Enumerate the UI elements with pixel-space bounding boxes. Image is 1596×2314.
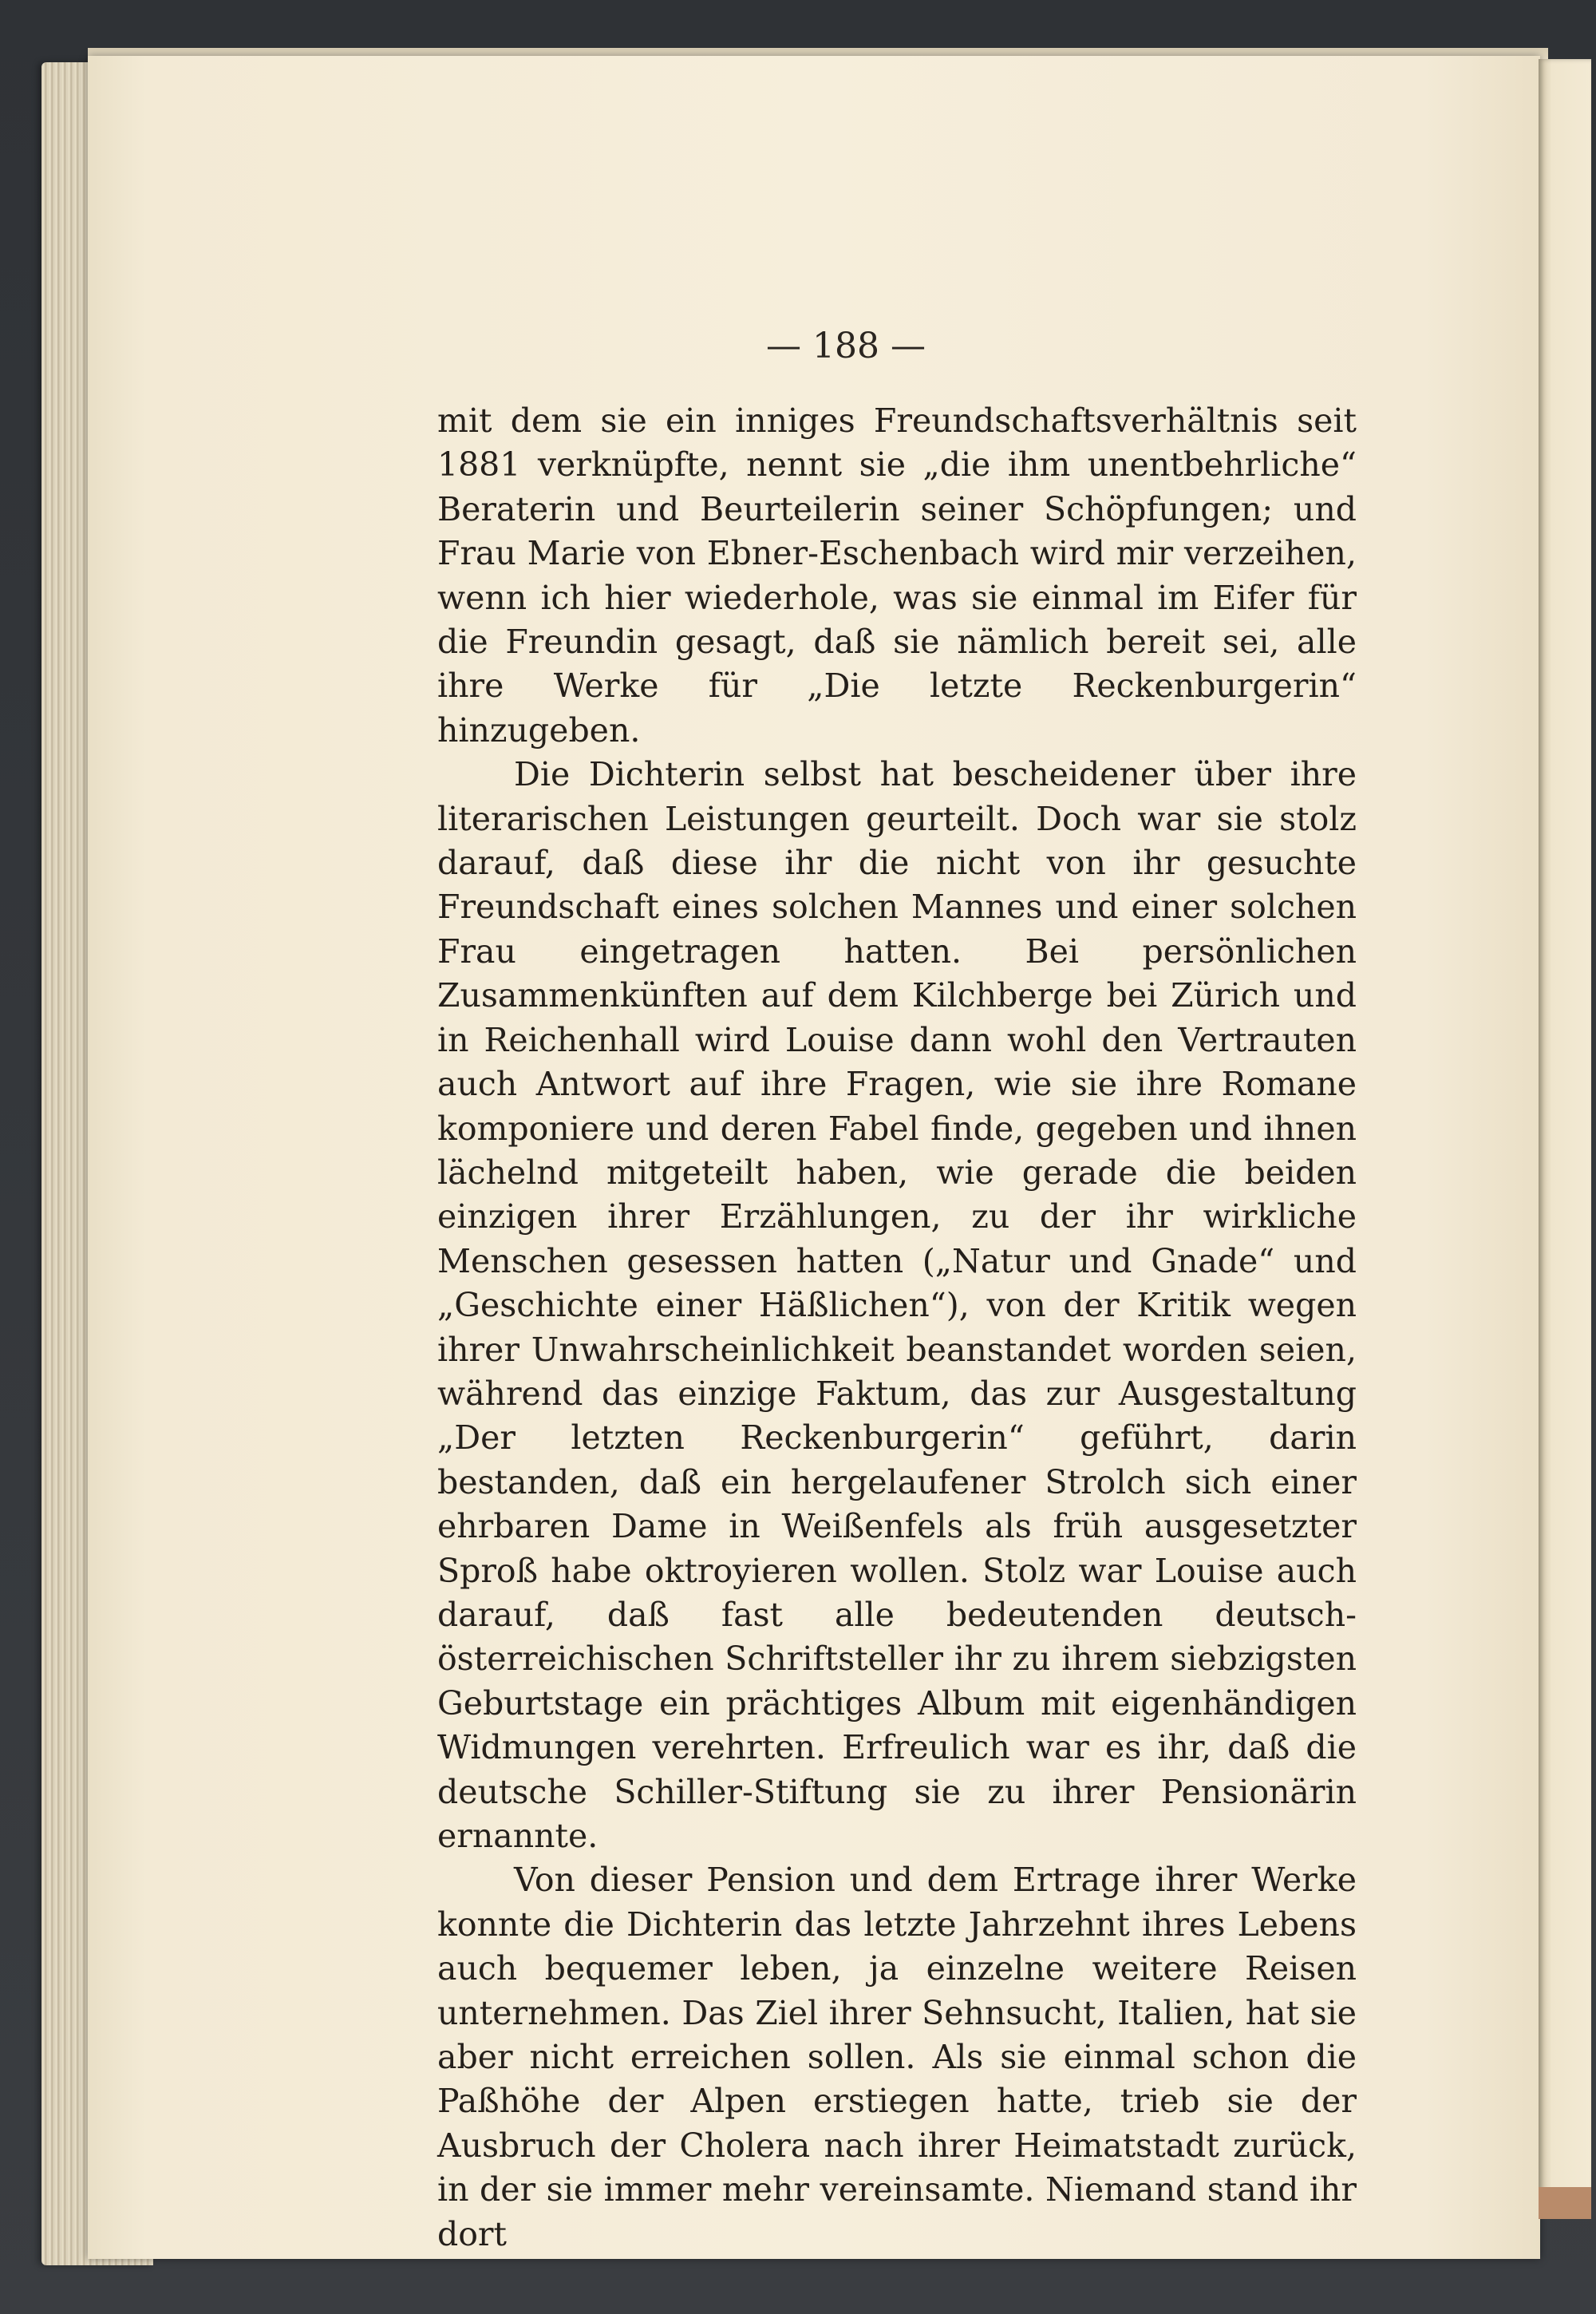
paragraph-3: Von dieser Pension und dem Ertrage ihrer Werke konnte die Dichterin das letzte Jahrzehnt ihres Lebens auch bequemer leben, ja einzelne weitere Reisen unternehmen. Das Ziel ihrer Sehnsucht, Italien, hat sie aber nicht erreichen sollen. Als sie einmal schon die Paßhöhe der Alpen erstiegen hatte, trieb sie der Ausbruch der Cholera nach ihrer Heimatstadt zurück, in der sie immer mehr vereinsamte. Niemand stand ihr dort — [437, 1861, 1357, 2253]
paragraph-1: mit dem sie ein inniges Freundschaftsverhältnis seit 1881 verknüpfte, nennt sie „die ihm unentbehrliche“ Beraterin und Beurteilerin seiner Schöpfungen; und Frau Marie von Ebner-Eschenbach wird mir verzeihen, wenn ich hier wiederhole, was sie einmal im Eifer für die Freundin gesagt, daß sie nämlich bereit sei, alle ihre Werke für „Die letzte Reckenburgerin“ hinzugeben. — [437, 401, 1357, 750]
page-number: — 188 — — [766, 326, 926, 366]
paragraph-2: Die Dichterin selbst hat bescheidener über ihre literarischen Leistungen geurteilt. Doch war sie stolz darauf, daß diese ihr die nicht von ihr gesuchte Freundschaft eines solchen Mannes und einer solchen Frau eingetragen hatten. Bei persönlichen Zusammenkünften auf dem Kilchberge bei Zürich und in Reichenhall wird Louise dann wohl den Vertrauten auch Antwort auf ihre Fragen, wie sie ihre Romane komponiere und deren Fabel finde, gegeben und ihnen lächelnd mitgeteilt haben, wie gerade die beiden einzigen ihrer Erzählungen, zu der ihr wirkliche Menschen gesessen hatten („Natur und Gnade“ und „Geschichte einer Häßlichen“), von der Kritik wegen ihrer Unwahrscheinlichkeit beanstandet worden seien, während das einzige Faktum, das zur Ausgestaltung „Der letzten Reckenburgerin“ geführt, darin bestanden, daß ein hergelaufener Strolch sich einer ehrbaren Dame in Weißenfels als früh ausgesetzter Sproß habe oktroyieren wollen. Stolz war Louise auch darauf, daß fast alle bedeutenden deutsch-österreichischen Schriftsteller ihr zu ihrem siebzigsten Geburtstage ein prächtiges Album mit eigenhändigen Widmungen verehrten. Erfreulich war es ihr, daß die deutsche Schiller-Stiftung sie zu ihrer Pensionärin ernannte. — [437, 755, 1357, 1855]
facing-page-edge — [1539, 59, 1591, 2206]
facing-page-bottom-edge — [1539, 2187, 1591, 2219]
body-text — [437, 399, 1357, 2257]
